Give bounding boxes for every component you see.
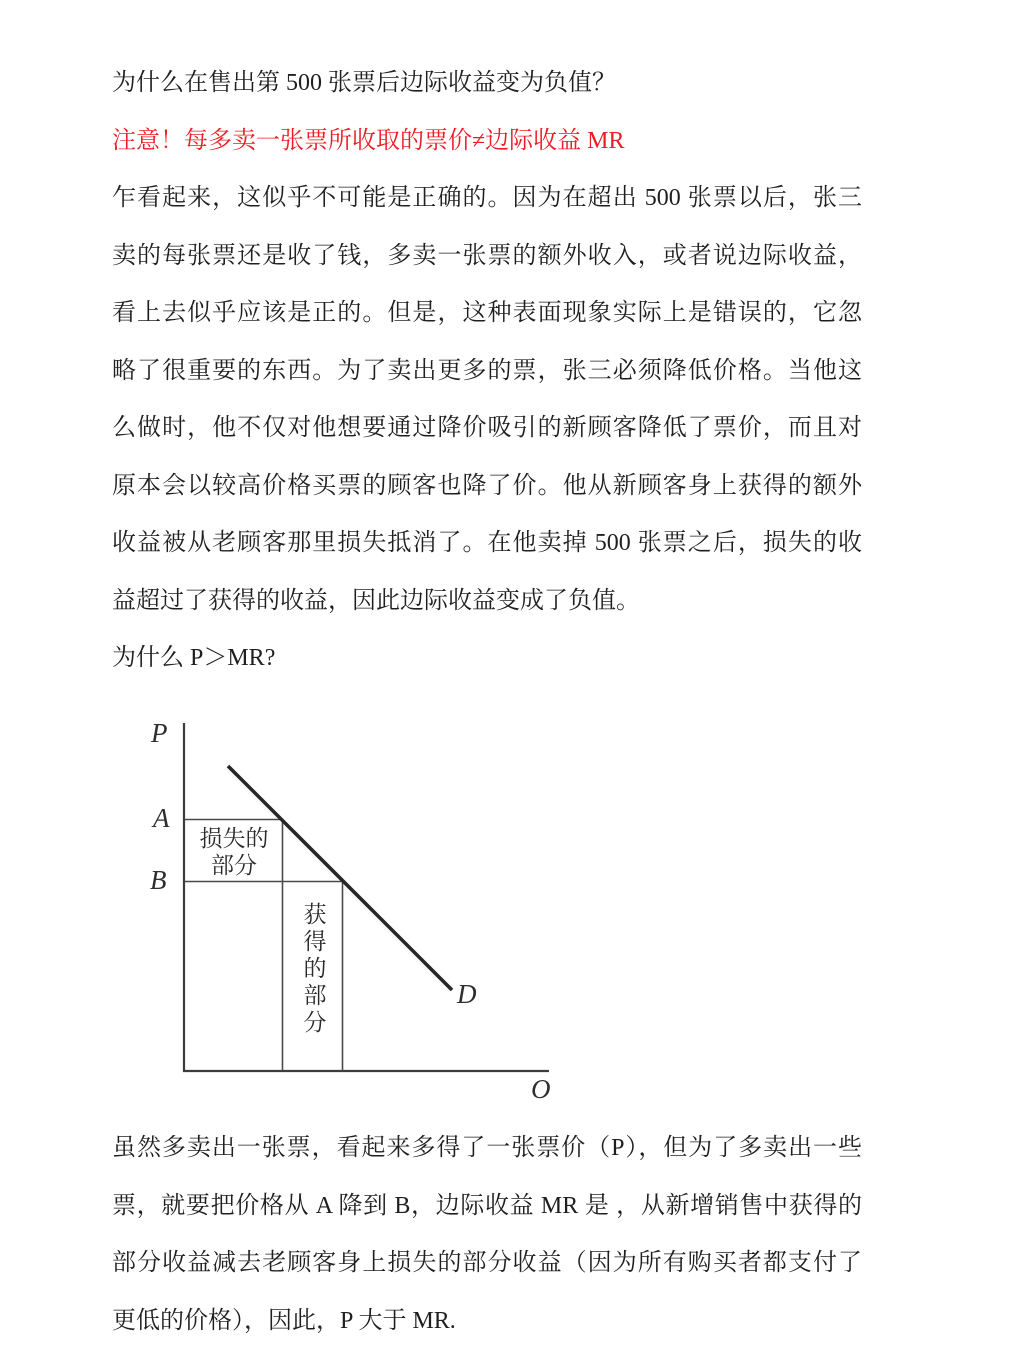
point-b-label: B — [150, 865, 167, 895]
paragraph-line: 略了很重要的东西。为了卖出更多的票，张三必须降低价格。当他这 — [112, 357, 862, 384]
demand-curve-label: D — [457, 979, 477, 1009]
demand-curve-diagram — [0, 710, 1014, 1115]
paragraph-line: 益超过了获得的收益，因此边际收益变成了负值。 — [112, 587, 640, 614]
lost-area-label — [187, 822, 281, 882]
point-a-label: A — [153, 803, 170, 833]
origin-label: O — [531, 1074, 551, 1104]
paragraph-line: 部分收益减去老顾客身上损失的部分收益（因为所有购买者都支付了 — [112, 1250, 862, 1276]
paragraph-line: 看上去似乎应该是正的。但是，这种表面现象实际上是错误的，它忽 — [112, 300, 862, 326]
upper-text-block — [112, 55, 862, 688]
heading: 为什么在售出第 500 张票后边际收益变为负值？ — [112, 70, 616, 96]
lower-text-block — [112, 1120, 862, 1350]
lost-area-label-line1: 损失的 — [199, 826, 269, 851]
paragraph-line: 票，就要把价格从 A 降到 B，边际收益 MR 是 ，从新增销售中获得的 — [112, 1192, 862, 1219]
paragraph-line: 卖的每张票还是收了钱，多卖一张票的额外收入，或者说边际收益， — [112, 242, 862, 269]
diagram-canvas — [0, 710, 1014, 1115]
paragraph-line: 收益被从老顾客那里损失抵消了。在他卖掉 500 张票之后，损失的收 — [112, 530, 862, 556]
notice-line: 注意！每多卖一张票所收取的票价≠边际收益 MR — [112, 127, 625, 154]
paragraph-line: 乍看起来，这似乎不可能是正确的。因为在超出 500 张票以后，张三 — [112, 185, 862, 211]
paragraph-line: 原本会以较高价格买票的顾客也降了价。他从新顾客身上获得的额外 — [112, 472, 862, 499]
question-line: 为什么 P＞MR? — [112, 645, 276, 671]
gained-area-label: 获得的部分 — [300, 902, 326, 1037]
paragraph-line: 虽然多卖出一张票，看起来多得了一张票价（P），但为了多卖出一些 — [112, 1135, 862, 1161]
paragraph-line: 更低的价格），因此，P 大于 MR. — [112, 1307, 456, 1334]
paragraph-line: 么做时，他不仅对他想要通过降价吸引的新顾客降低了票价，而且对 — [112, 415, 862, 441]
price-axis-label: P — [151, 718, 168, 748]
lost-area-label-line2: 部分 — [211, 853, 257, 878]
